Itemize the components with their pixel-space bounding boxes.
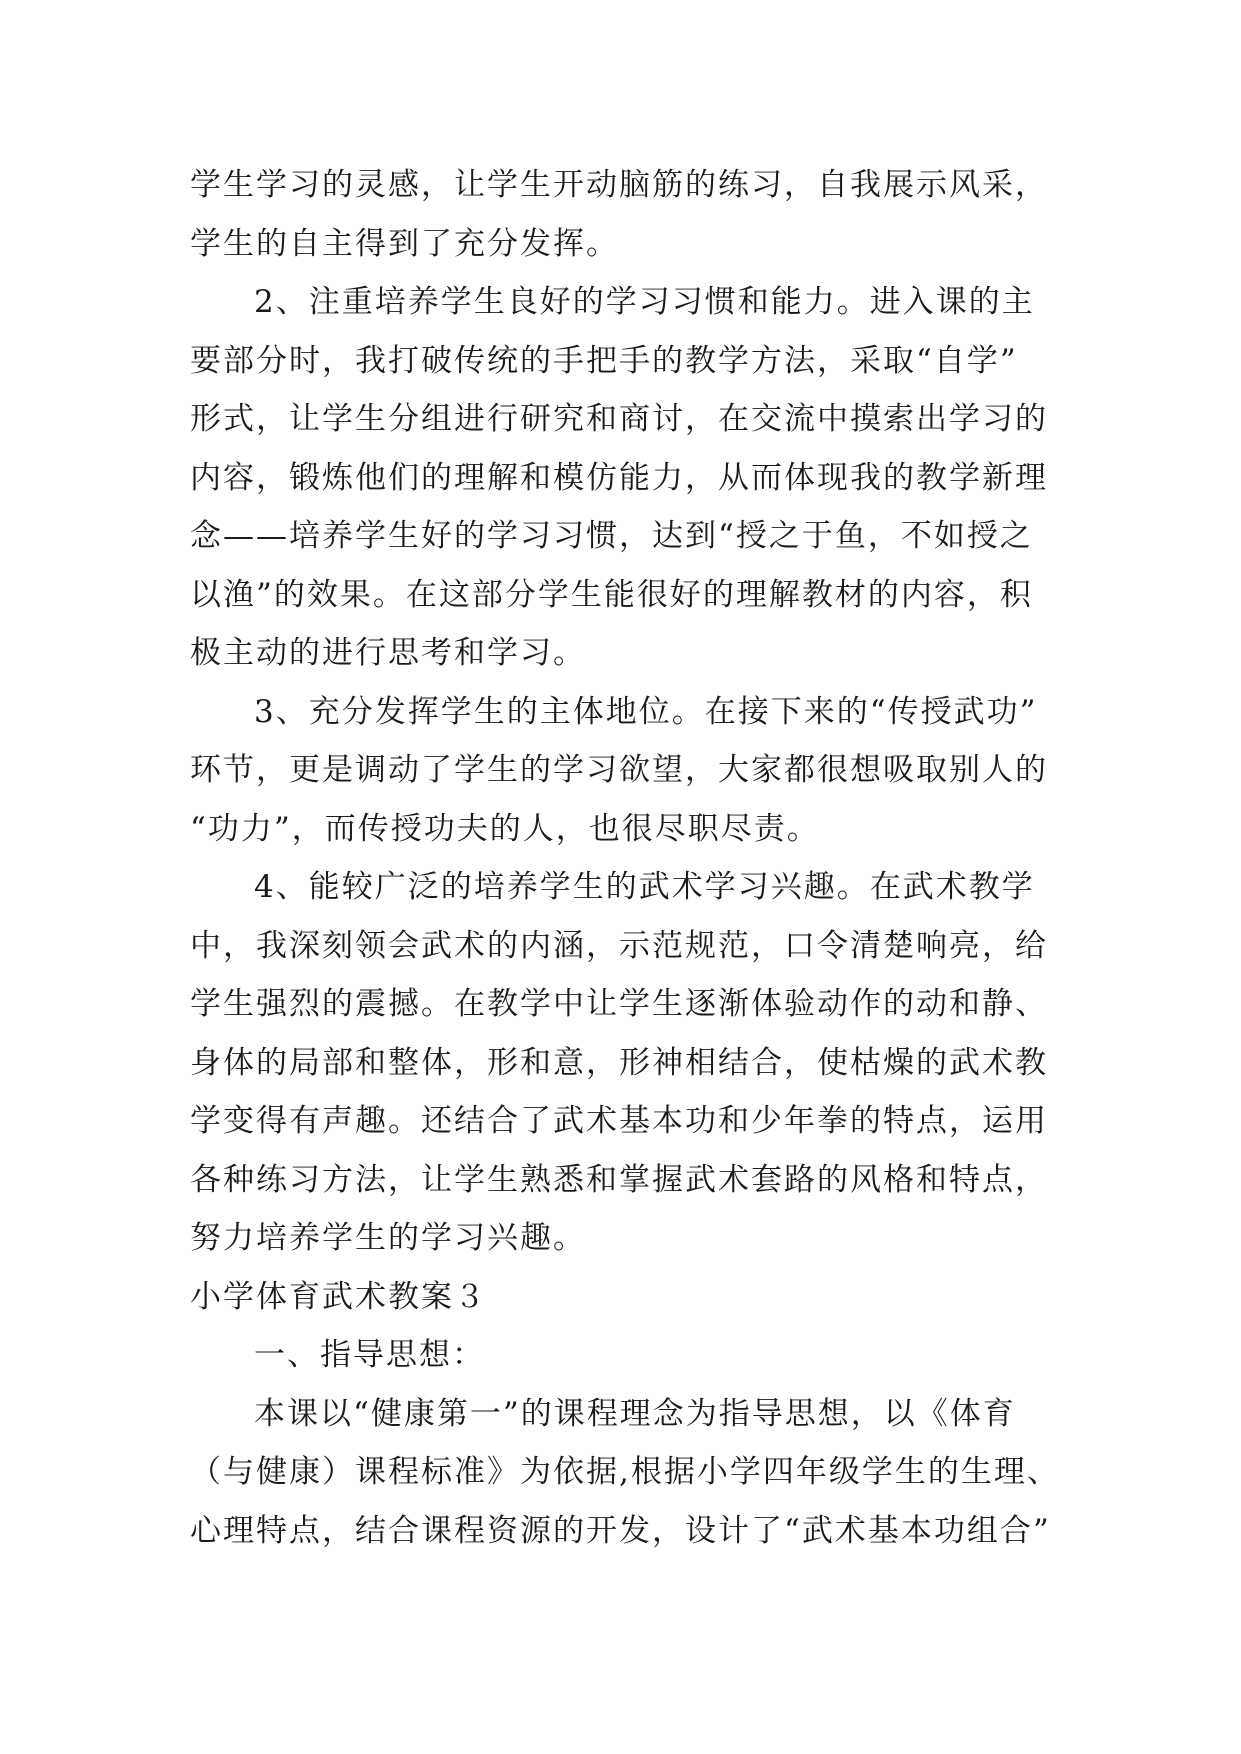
text-line: 内容，锻炼他们的理解和模仿能力，从而体现我的教学新理 xyxy=(190,459,1048,496)
text-line: 念——培养学生好的学习习惯，达到“授之于鱼，不如授之 xyxy=(190,518,1033,554)
text-line: 环节，更是调动了学生的学习欲望，大家都很想吸取别人的 xyxy=(190,752,1048,788)
text-line: （与健康）课程标准》为依据,根据小学四年级学生的生理、 xyxy=(190,1454,1060,1490)
text-line: 学变得有声趣。还结合了武术基本功和少年拳的特点，运用 xyxy=(190,1103,1048,1139)
text-line: 一、指导思想： xyxy=(254,1337,485,1373)
text-line: 学生学习的灵感，让学生开动脑筋的练习，自我展示风采， xyxy=(190,167,1048,203)
text-line: 4、能较广泛的培养学生的武术学习兴趣。在武术教学 xyxy=(254,869,1035,905)
text-line: 学生的自主得到了充分发挥。 xyxy=(190,225,619,262)
text-line: “功力”，而传授功夫的人，也很尽职尽责。 xyxy=(190,810,820,847)
text-line: 3、充分发挥学生的主体地位。在接下来的“传授武功” xyxy=(254,693,1038,730)
text-line: 身体的局部和整体，形和意，形神相结合，使枯燥的武术教 xyxy=(190,1044,1048,1081)
text-line: 心理特点，结合课程资源的开发，设计了“武术基本功组合” xyxy=(190,1512,1051,1549)
text-line: 努力培养学生的学习兴趣。 xyxy=(190,1220,586,1256)
text-line: 2、注重培养学生良好的学习习惯和能力。进入课的主 xyxy=(254,284,1035,320)
text-line: 要部分时，我打破传统的手把手的教学方法，采取“自学” xyxy=(190,342,1018,379)
text-line: 中，我深刻领会武术的内涵，示范规范，口令清楚响亮，给 xyxy=(190,927,1048,964)
text-line: 学生强烈的震撼。在教学中让学生逐渐体验动作的动和静、 xyxy=(190,986,1048,1022)
text-line: 形式，让学生分组进行研究和商讨，在交流中摸索出学习的 xyxy=(190,401,1048,437)
body-text xyxy=(190,156,1070,1560)
text-line: 各种练习方法，让学生熟悉和掌握武术套路的风格和特点， xyxy=(190,1161,1048,1198)
text-line: 本课以“健康第一”的课程理念为指导思想，以《体育 xyxy=(254,1395,1016,1432)
text-line: 以渔”的效果。在这部分学生能很好的理解教材的内容，积 xyxy=(190,576,1033,613)
text-line: 小学体育武术教案３ xyxy=(190,1278,487,1315)
text-line: 极主动的进行思考和学习。 xyxy=(190,635,586,671)
